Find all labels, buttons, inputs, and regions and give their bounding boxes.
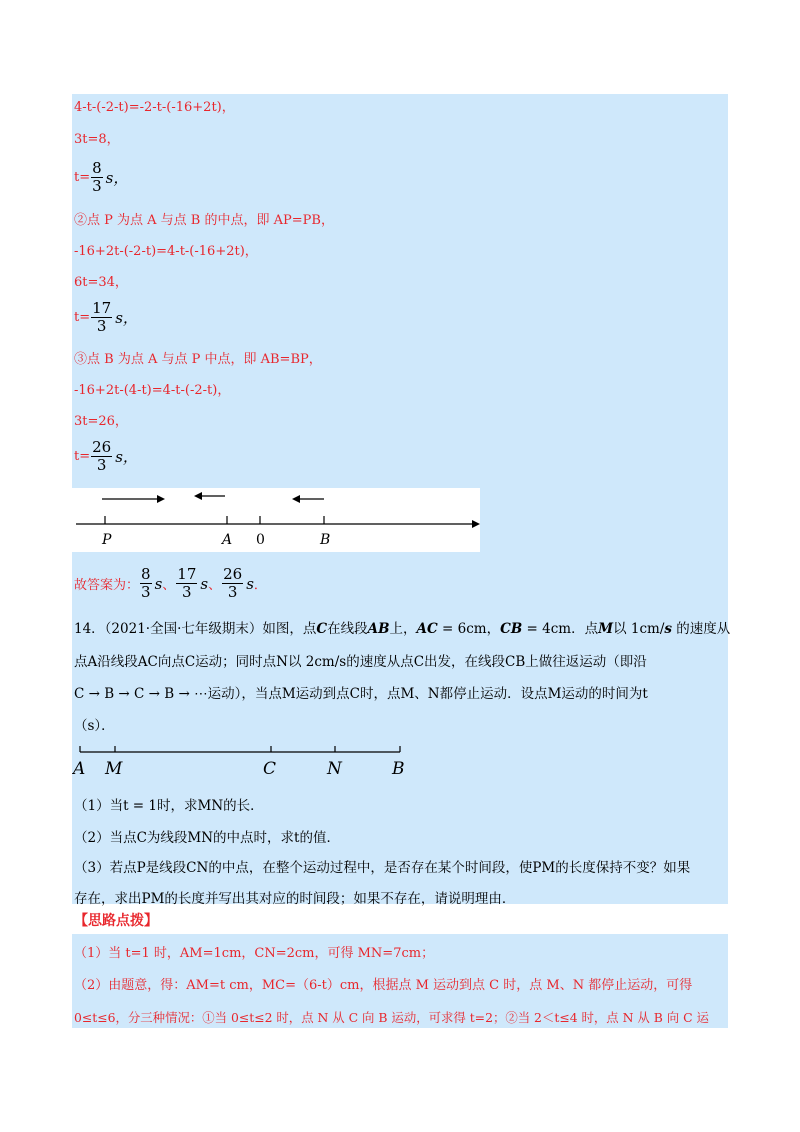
question-line-3: C → B → C → B → ⋯运动），当点M运动到点C时，点M、N都停止运动．设点M运动的时间为t — [74, 686, 648, 702]
q-var-c: C — [316, 621, 328, 637]
answer-sep-2: 、 — [208, 578, 222, 593]
label-a2: A — [73, 759, 86, 779]
hint-line-3: 0≤t≤6，分三种情况：①当 0≤t≤2 时，点 N 从 C 向 B 运动，可求得 t=2；②当 2＜t≤4 时，点 N 从 B 向 C 运 — [74, 1010, 709, 1025]
answer-prefix: 故答案为： — [74, 578, 140, 593]
q-text-k: 以 1cm/ — [613, 621, 665, 637]
t3-prefix: t= — [74, 449, 91, 464]
q-var-ab: AB — [367, 621, 390, 637]
answer-sep-1: 、 — [162, 578, 176, 593]
t3-fraction — [91, 439, 112, 474]
q-text-i: = 4cm．点 — [522, 621, 599, 637]
question-line-1 — [74, 617, 730, 637]
hint-line-2: （2）由题意，得：AM=t cm，MC=（6-t）cm，根据点 M 运动到点 C 时，点 M、N 都停止运动，可得 — [74, 978, 693, 993]
answer-unit-3: s — [246, 574, 254, 593]
hint-title-band — [72, 904, 728, 934]
answer-unit-1: s — [154, 574, 163, 593]
label-c: C — [263, 759, 277, 779]
t1-numerator: 8 — [92, 159, 102, 177]
t1-denominator: 3 — [92, 177, 102, 195]
t2-prefix: t= — [74, 310, 91, 325]
hint-title: 【思路点拨】 — [74, 913, 158, 929]
label-m: M — [105, 759, 123, 779]
t3-denominator: 3 — [96, 456, 107, 474]
label-p: P — [102, 532, 112, 548]
sub-question-3-line-2: 存在，求出PM的长度并写出其对应的时间段；如果不存在，请说明理由． — [74, 891, 516, 907]
q-var-s: s — [664, 621, 672, 637]
answer-sep-3: ． — [253, 578, 267, 593]
question-line-4: （s）． — [74, 718, 115, 734]
solution-line-1: 4-t-(-2-t)=-2-t-(-16+2t)， — [74, 100, 235, 115]
t1-prefix: t= — [74, 170, 91, 185]
segment-figure — [72, 740, 412, 780]
solution-line-5: 6t=34， — [74, 275, 128, 290]
q-text-g: = 6cm， — [437, 621, 501, 637]
label-b: B — [320, 532, 331, 548]
question-line-2: 点A沿线段AC向点C运动；同时点N以 2cm/s的速度从点C出发，在线段CB上做往返运动（即沿 — [74, 654, 647, 670]
solution-t3 — [74, 439, 138, 474]
answer-num-1: 8 — [141, 565, 151, 583]
solution-t2 — [74, 300, 138, 335]
q-text-m: 的速度从 — [671, 621, 731, 637]
solution-line-2: 3t=8， — [74, 132, 120, 147]
hint-line-1: （1）当 t=1 时，AM=1cm，CN=2cm，可得 MN=7cm； — [74, 946, 435, 961]
answer-den-3: 3 — [227, 583, 238, 601]
answer-unit-2: s — [200, 574, 209, 593]
solution-t1 — [74, 160, 128, 195]
solution-line-4: -16+2t-(-2-t)=4-t-(-16+2t)， — [74, 244, 258, 259]
answer-line — [74, 566, 267, 601]
q-var-m: M — [598, 621, 614, 637]
solution-line-8: 3t=26， — [74, 414, 128, 429]
q-text-e: 上， — [389, 621, 417, 637]
t3-unit: s， — [115, 448, 138, 466]
answer-fraction-3 — [222, 566, 243, 601]
q-var-cb: CB — [500, 621, 523, 637]
figure1-background — [72, 488, 480, 552]
solution-line-7: -16+2t-(4-t)=4-t-(-2-t)， — [74, 383, 231, 398]
t3-numerator: 26 — [92, 438, 112, 456]
answer-num-3: 26 — [223, 565, 243, 583]
q-text-a: 14．（2021·全国·七年级期末）如图，点 — [74, 621, 317, 637]
t2-denominator: 3 — [96, 317, 107, 335]
t1-fraction — [91, 160, 103, 195]
answer-den-2: 3 — [182, 583, 192, 601]
number-line-figure — [72, 488, 480, 552]
label-a: A — [222, 532, 233, 548]
label-zero: 0 — [256, 532, 265, 548]
sub-question-1: （1）当t = 1时，求MN的长． — [74, 798, 264, 814]
solution-line-3: ②点 P 为点 A 与点 B 的中点，即 AP=PB， — [74, 213, 334, 228]
label-n: N — [327, 759, 342, 779]
t1-unit: s， — [105, 169, 129, 187]
t2-fraction — [91, 300, 112, 335]
sub-question-3-line-1: （3）若点P是线段CN的中点，在整个运动过程中，是否存在某个时间段，使PM的长度保持不变？如果 — [74, 860, 691, 876]
q-var-ac: AC — [416, 621, 438, 637]
solution-line-6: ③点 B 为点 A 与点 P 中点，即 AB=BP， — [74, 352, 322, 367]
t2-numerator: 17 — [92, 299, 112, 317]
answer-fraction-2 — [176, 566, 197, 601]
sub-question-2: （2）当点C为线段MN的中点时，求t的值． — [74, 830, 340, 846]
label-b2: B — [392, 759, 405, 779]
answer-fraction-1 — [140, 566, 152, 601]
q-text-c: 在线段 — [327, 621, 368, 637]
t2-unit: s， — [115, 309, 138, 327]
answer-num-2: 17 — [177, 565, 197, 583]
answer-den-1: 3 — [141, 583, 151, 601]
